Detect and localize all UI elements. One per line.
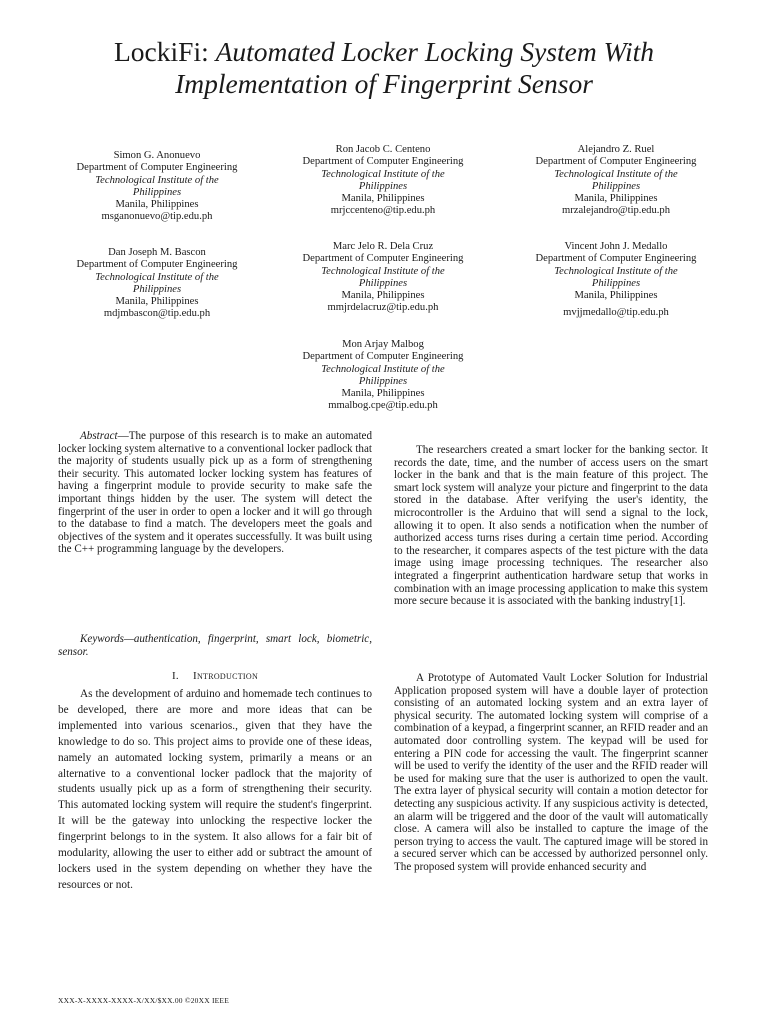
- author-name: Ron Jacob C. Centeno: [335, 144, 431, 155]
- author-city: Manila, Philippines: [115, 199, 199, 211]
- author-department: Department of Computer Engineering: [302, 351, 464, 363]
- section-number: I.: [171, 670, 179, 682]
- introduction-body: [58, 687, 372, 894]
- author-block: [273, 144, 493, 218]
- author-name: Vincent John J. Medallo: [564, 241, 668, 252]
- author-department: Department of Computer Engineering: [76, 259, 238, 271]
- abstract-text: The purpose of this research is to make an automated locker locking system alternative to a conventional locker padlock that the majority of students usually pick up as a form of strengthening their security. This automated locker locking system has features of having a fingerprint module to provide security to make safe the important things hidden by the user. The system will detect the fingerprint of the user in order to open a locker and it will go through to the database to find a match. The developers meet the goals and objectives of the system and it operates successfully. It was built using the C++ programming language by the developers.: [58, 430, 372, 556]
- author-institution: Technological Institute of the: [321, 265, 445, 277]
- author-department: Department of Computer Engineering: [535, 253, 697, 265]
- author-institution: Philippines: [132, 186, 182, 198]
- author-institution: Technological Institute of the: [554, 265, 678, 277]
- author-city: Manila, Philippines: [574, 290, 658, 302]
- right-column-paragraph-2: [394, 672, 708, 874]
- author-city: Manila, Philippines: [115, 296, 199, 308]
- paragraph-text: A Prototype of Automated Vault Locker Solution for Industrial Application proposed system will have a double layer of protection consisting of an automated locking system and an extra layer of physical security. The automated locking system will comprise of a combination of a keypad, a fingerprint scanner, an RFID reader and an automated door controlling system. The keypad will be used for entering a PIN code for accessing the vault. The fingerprint scanner will be used to verify the identity of the user and the RFID reader will be used for making sure that the user is authorized to open the vault. The extra layer of physical security will contain a motion detector for detecting any suspicious activity. If any suspicious activity is detected, an alarm will be triggered and the door of the vault will automatically close. A camera will also be installed to capture the image of the person trying to access the vault. The captured image will be stored in a secured server which can be accessed by authorized personnel only. The proposed system will provide enhanced security and: [394, 672, 708, 873]
- author-name: Dan Joseph M. Bascon: [108, 247, 206, 258]
- author-block: [47, 247, 267, 321]
- author-block: [273, 339, 493, 413]
- author-institution: Philippines: [358, 375, 408, 387]
- title-line1: Automated Locker Locking System With: [215, 36, 654, 67]
- keywords: [58, 633, 372, 658]
- section-heading-introduction: [58, 670, 372, 682]
- author-email[interactable]: mvjjmedallo@tip.edu.ph: [563, 307, 669, 319]
- author-block: [47, 150, 267, 224]
- copyright-footer: XXX-X-XXXX-XXXX-X/XX/$XX.00 ©20XX IEEE: [58, 996, 229, 1005]
- keywords-text: Keywords—authentication, fingerprint, smart lock, biometric, sensor.: [58, 633, 372, 658]
- author-city: Manila, Philippines: [341, 388, 425, 400]
- abstract: [58, 430, 372, 556]
- author-city: Manila, Philippines: [574, 193, 658, 205]
- abstract-dash: —: [117, 430, 129, 442]
- author-city: Manila, Philippines: [341, 290, 425, 302]
- paper-title: [0, 36, 768, 100]
- author-department: Department of Computer Engineering: [302, 253, 464, 265]
- author-block: [273, 241, 493, 315]
- author-name: Mon Arjay Malbog: [342, 339, 424, 350]
- author-email[interactable]: mdjmbascon@tip.edu.ph: [103, 308, 211, 320]
- section-title: Introduction: [192, 670, 259, 682]
- author-institution: Philippines: [132, 283, 182, 295]
- author-institution: Technological Institute of the: [95, 174, 219, 186]
- author-name: Marc Jelo R. Dela Cruz: [332, 241, 434, 252]
- author-email[interactable]: msganonuevo@tip.edu.ph: [101, 211, 213, 223]
- author-institution: Philippines: [358, 277, 408, 289]
- abstract-label: Abstract: [80, 430, 118, 442]
- author-institution: Technological Institute of the: [554, 168, 678, 180]
- author-city: Manila, Philippines: [341, 193, 425, 205]
- author-email[interactable]: mrzalejandro@tip.edu.ph: [561, 205, 670, 217]
- author-block: [506, 241, 726, 320]
- author-institution: Technological Institute of the: [321, 168, 445, 180]
- author-email[interactable]: mmalbog.cpe@tip.edu.ph: [328, 400, 438, 412]
- author-email[interactable]: mrjccenteno@tip.edu.ph: [330, 205, 436, 217]
- introduction-paragraph: As the development of arduino and homemade tech continues to be developed, there are more and more ideas that can be implemented into various scenarios., given that they have the knowledge to do so. This project aims to provide one of these ideas, namely an automated locking system, primarily a means or an alternative to a conventional locker padlock that the majority of students usually pick up as a form of strengthening their security. This automated locking system will require the student's fingerprint. It will be the gateway into unlocking the respective locker the fingerprint belongs to in the system. It also allows for a fair bit of modularity, allowing the user to either add or subtract the amount of lockers used in the system depending on whether they have the resources or not.: [58, 688, 372, 891]
- author-email[interactable]: mmjrdelacruz@tip.edu.ph: [327, 302, 439, 314]
- author-name: Simon G. Anonuevo: [113, 150, 201, 161]
- paragraph-text: The researchers created a smart locker for the banking sector. It records the date, time, and the number of access users on the smart locker in the bank and that is the main feature of this project. The smart lock system will analyze your picture and fingerprint to the data stored in the database. After verifying the user's identity, the microcontroller is the Arduino that will send a signal to the lock, allowing it to open. It also sends a notification when the number of authorized access turns rises during a certain time period. According to the researcher, it compares aspects of the test picture with the data image using image processing techniques. The researcher also integrated a fingerprint authentication hardware setup that works in combination with an image processing application to make this system more secure because it is associated with the banking industry[1].: [394, 444, 708, 608]
- author-institution: Technological Institute of the: [321, 363, 445, 375]
- author-institution: Philippines: [591, 277, 641, 289]
- author-institution: Philippines: [591, 180, 641, 192]
- author-block: [506, 144, 726, 218]
- author-institution: Technological Institute of the: [95, 271, 219, 283]
- title-line2: Implementation of Fingerprint Sensor: [175, 68, 593, 99]
- author-institution: Philippines: [358, 180, 408, 192]
- author-department: Department of Computer Engineering: [76, 162, 238, 174]
- author-department: Department of Computer Engineering: [302, 156, 464, 168]
- author-name: Alejandro Z. Ruel: [577, 144, 655, 155]
- author-department: Department of Computer Engineering: [535, 156, 697, 168]
- right-column-paragraph-1: [394, 444, 708, 608]
- title-brand: LockiFi:: [114, 36, 209, 67]
